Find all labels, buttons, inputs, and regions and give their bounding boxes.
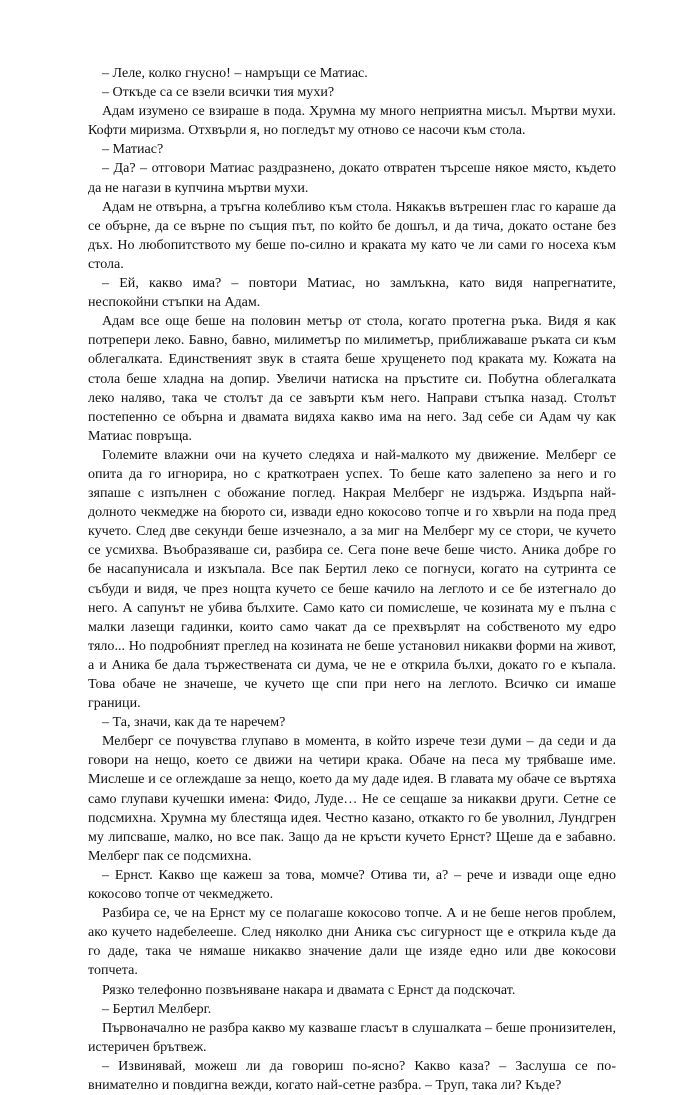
paragraph: Мелберг се почувства глупаво в момента, в който изрече тези думи – да седи и да говори на нещо, което се движи на четири крака. Обаче на песа му трябваше име. Мислеше и се оглеждаше за нещо, което да му даде идея. В главата му обаче се въртяха само глупави кучешки имена: Фидо, Луде… Не се сещаше за никакви други. Сетне се подсмихна. Хрумна му блестяща идея. Честно казано, откакто го бе уволнил, Лундгрен му липсваше, малко, но все пак. Защо да не кръсти кучето Ернст? Щеше да е забавно. Мелберг пак се подсмихна. — [88, 733, 616, 864]
paragraph: Големите влажни очи на кучето следяха и най-малкото му движение. Мелберг се опита да го игнорира, но с краткотраен успех. То беше като залепено за него и го зяпаше с изпълнен с обожание поглед. Накрая Мелберг не издържа. Издърпа най-долното чекмедже на бюрото си, извади едно кокосово топче и го хвърли на пода пред кучето. След две секунди беше изчезнало, а за миг на Мелберг му се стори, че кучето се усмихва. Въобразяваше си, разбира се. Сега поне вече беше чисто. Аника добре го бе насапунисала и изкъпала. Все пак Бертил леко се погнуси, когато на сутринта се събуди и видя, че през нощта кучето се беше качило на леглото и се бе изтегнало до него. А сапунът не убива бълхите. Само като си помислеше, че козината му е пълна с малки лазещи гадинки, които само чакат да се прехвърлят на собственото му едро тяло... Но подробният преглед на козината не беше установил никакви форми на живот, а и Аника бе дала тържествената си дума, че не е открила бълхи, докато го е къпала. Това обаче не значеше, че кучето ще спи при него на леглото. Всичко си имаше граници. — [88, 446, 616, 712]
paragraph: – Матиас? — [102, 141, 164, 158]
paragraph: – Откъде са се взели всички тия мухи? — [102, 84, 335, 101]
paragraph: – Ей, какво има? – повтори Матиас, но замлъкна, като видя напрегнатите, неспокойни стъпки на Адам. — [88, 275, 616, 311]
paragraph: Адам изумено се взираше в пода. Хрумна му много неприятна мисъл. Мъртви мухи. Кофти миризма. Отхвърли я, но погледът му отново се насочи към стола. — [88, 103, 616, 139]
paragraph: – Ернст. Какво ще кажеш за това, момче? Отива ти, а? – рече и извади още едно кокосово топче от чекмеджето. — [88, 866, 616, 903]
paragraph: – Та, значи, как да те наречем? — [102, 714, 286, 731]
paragraph: Рязко телефонно позвъняване накара и двамата с Ернст да подскочат. — [102, 981, 516, 998]
paragraph: Адам не отвърна, а тръгна колебливо към стола. Някакъв вътрешен глас го караше да се обърне, да се върне по същия път, по който бе дошъл, и да тича, докато остане без дъх. Но любопитството му беше по-силно и краката му като че ли сами го носеха към стола. — [88, 198, 616, 272]
paragraph: Разбира се, че на Ернст му се полагаше кокосово топче. А и не беше негов проблем, ако кучето надебелееше. След няколко дни Аника със сигурност ще е открила къде да го даде, така че нямаше никакво значение дали ще изяде едно или две кокосови топчета. — [88, 905, 616, 979]
paragraph: – Извинявай, можеш ли да говориш по-ясно? Какво каза? – Заслуша се по-внимателно и повдигна вежди, когато най-сетне разбра. – Труп, така ли? Къде? — [88, 1057, 616, 1093]
paragraph: Първоначално не разбра какво му казваше гласът в слушалката – беше пронизителен, истеричен брътвеж. — [88, 1019, 616, 1055]
paragraph: – Бертил Мелберг. — [102, 1000, 212, 1017]
paragraph: Адам все още беше на половин метър от стола, когато протегна ръка. Видя я как потрепери леко. Бавно, бавно, милиметър по милиметър, приближаваше ръката си към облегалката. Единственият звук в стаята беше хрущенето под краката му. Кожата на стола беше хладна на допир. Увеличи натиска на пръстите си. Побутна облегалката леко наляво, така че столът да се завърти към него. Направи стъпка назад. Столът постепенно се обърна и двамата видяха какво има на него. Зад себе си Адам чу как Матиас повръща. — [88, 313, 616, 444]
paragraph: – Да? – отговори Матиас раздразнено, докато отвратен търсеше някое място, където да не нагази в купчина мъртви мухи. — [88, 160, 616, 196]
paragraph: – Леле, колко гнусно! – намръщи се Матиас. — [102, 65, 368, 81]
